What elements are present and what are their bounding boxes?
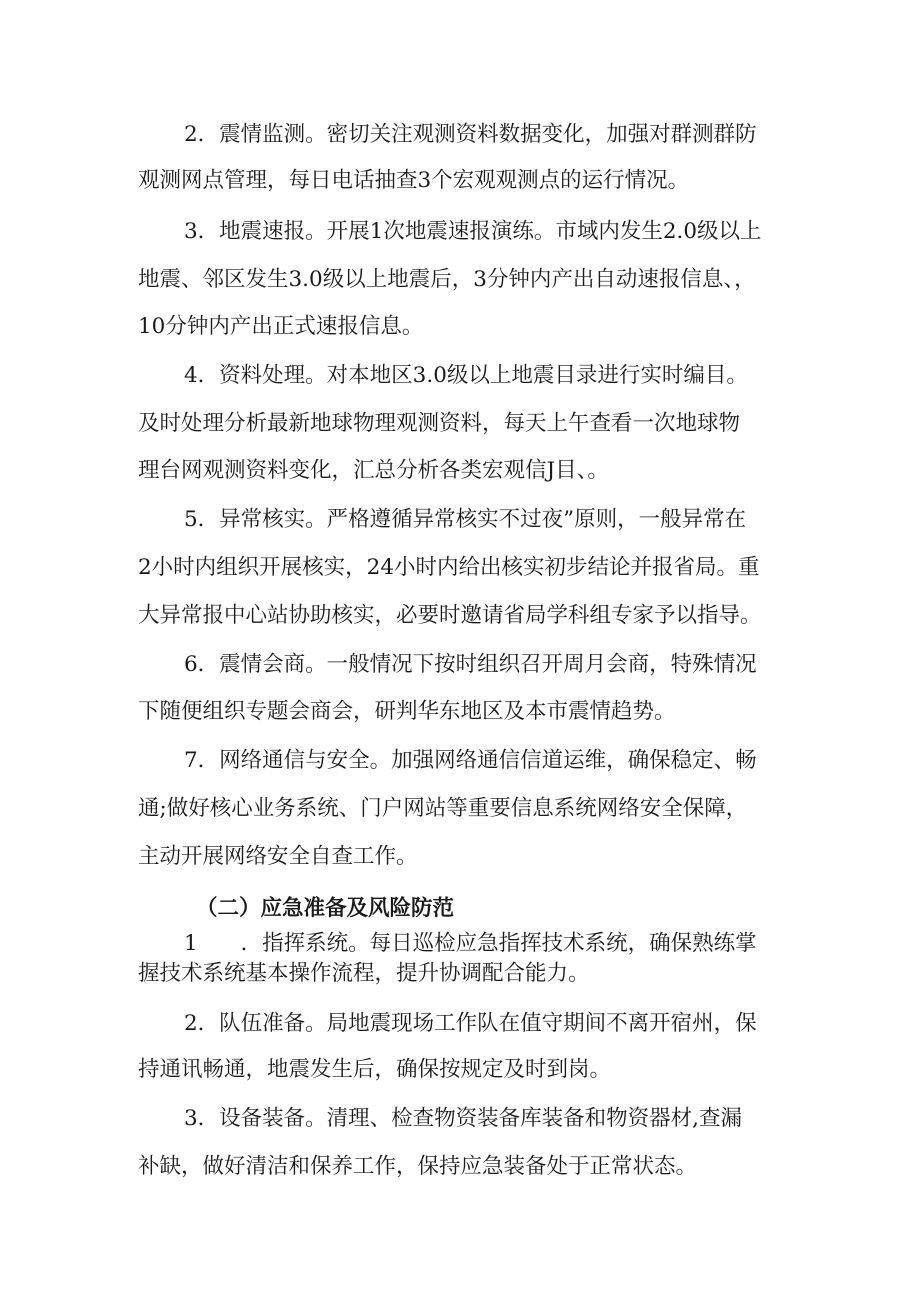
paragraph-line: 通;做好核心业务系统、门户网站等重要信息系统网络安全保障，: [138, 796, 748, 821]
paragraph-line: 理台网观测资料变化，汇总分析各类宏观信J目、。: [138, 458, 609, 483]
paragraph-line: 2．队伍准备。局地震现场工作队在值守期间不离开宿州，保: [184, 1011, 757, 1036]
paragraph-line: 5．异常核实。严格遵循异常核实不过夜”原则，一般异常在: [184, 507, 747, 532]
paragraph-line: 2小时内组织开展核实，24小时内给出核实初步结论并报省局。重: [138, 555, 760, 580]
paragraph-line: 及时处理分析最新地球物理观测资料，每天上午查看一次地球物: [138, 411, 741, 436]
section-heading: （二）应急准备及风险防范: [196, 896, 455, 921]
paragraph-line: 1 ．指挥系统。每日巡检应急指挥技术系统，确保熟练掌: [184, 931, 757, 956]
paragraph-line: 10分钟内产出正式速报信息。: [138, 314, 424, 339]
paragraph-line: 2．震情监测。密切关注观测资料数据变化，加强对群测群防: [184, 122, 757, 147]
paragraph-line: 主动开展网络安全自查工作。: [138, 844, 418, 869]
paragraph-line: 地震、邻区发生3.0级以上地震后，3分钟内产出自动速报信息、，: [138, 267, 756, 292]
paragraph-line: 观测网点管理，每日电话抽查3个宏观观测点的运行情况。: [138, 168, 690, 193]
paragraph-line: 持通讯畅通，地震发生后，确保按规定及时到岗。: [138, 1057, 612, 1082]
paragraph-line: 4．资料处理。对本地区3.0级以上地震目录进行实时编目。: [184, 363, 748, 388]
paragraph-line: 握技术系统基本操作流程，提升协调配合能力。: [138, 961, 590, 986]
paragraph-line: 6．震情会商。一般情况下按时组织召开周月会商，特殊情况: [184, 652, 757, 677]
paragraph-line: 补缺，做好清洁和保养工作，保持应急装备处于正常状态。: [138, 1154, 698, 1179]
paragraph-line: 7．网络通信与安全。加强网络通信信道运维，确保稳定、畅: [184, 748, 757, 773]
paragraph-line: 大异常报中心站协助核实，必要时邀请省局学科组专家予以指导。: [138, 603, 762, 628]
paragraph-line: 3．地震速报。开展1次地震速报演练。市域内发生2.0级以上: [184, 219, 762, 244]
paragraph-line: 3．设备装备。清理、检查物资装备库装备和物资器材,查漏: [184, 1106, 743, 1131]
paragraph-line: 下随便组织专题会商会，研判华东地区及本市震情趋势。: [138, 699, 676, 724]
